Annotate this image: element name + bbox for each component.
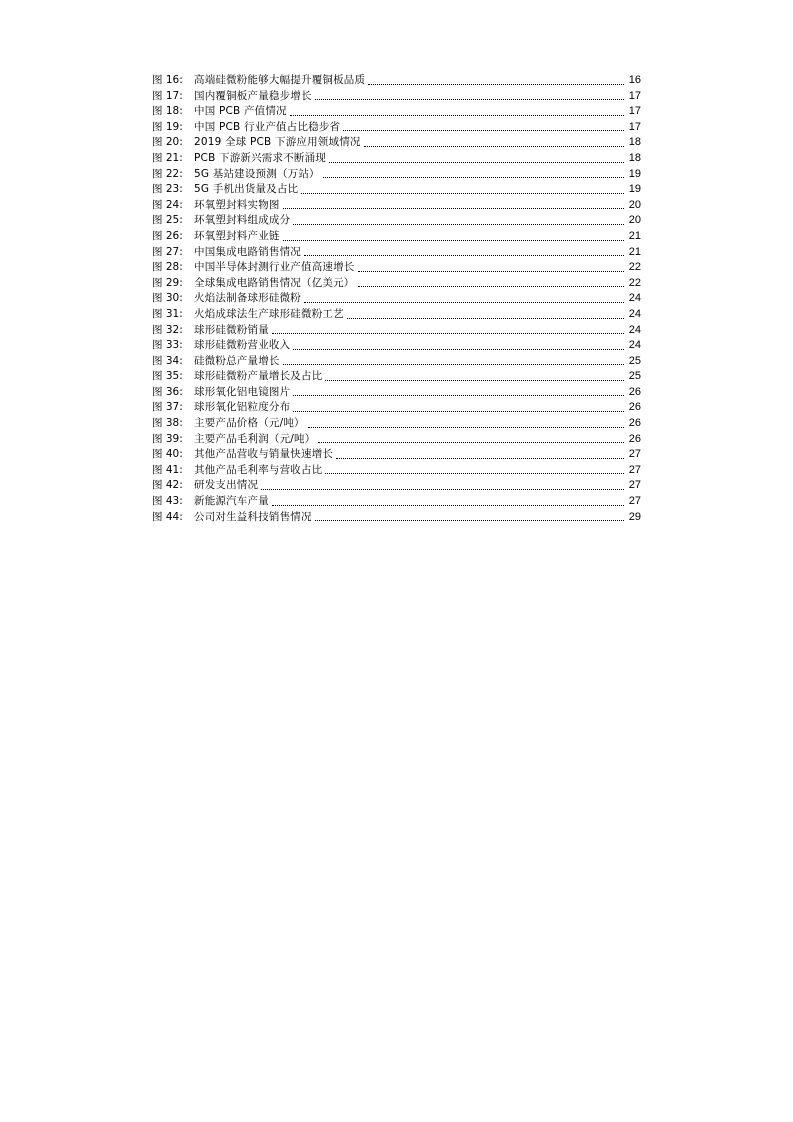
- figure-number: 图 28:: [152, 261, 183, 274]
- figure-number: 图 23:: [152, 183, 183, 196]
- figure-number: 图 33:: [152, 339, 183, 352]
- figure-title: 研发支出情况: [194, 479, 259, 492]
- page-number: 19: [628, 167, 641, 180]
- figure-title: 火焰成球法生产球形硅微粉工艺: [194, 307, 344, 320]
- dot-leader: [318, 441, 624, 443]
- toc-entry[interactable]: [152, 323, 641, 339]
- figure-number: 图 22:: [152, 167, 183, 180]
- page-number: 20: [628, 198, 641, 211]
- page-number: 20: [628, 214, 641, 227]
- dot-leader: [283, 207, 624, 209]
- page-number: 24: [628, 292, 641, 305]
- figure-number: 图 17:: [152, 89, 183, 102]
- dot-leader: [304, 254, 624, 256]
- page-number: 26: [628, 385, 641, 398]
- figure-number: 图 26:: [152, 229, 183, 242]
- figure-number: 图 31:: [152, 307, 183, 320]
- figure-number: 图 32:: [152, 323, 183, 336]
- figure-title: PCB 下游新兴需求不断涌现: [194, 151, 327, 164]
- figure-number: 图 18:: [152, 105, 183, 118]
- figure-title: 球形氧化铝粒度分布: [194, 401, 291, 414]
- figure-title: 主要产品价格（元/吨）: [194, 417, 305, 430]
- page-number: 18: [628, 136, 641, 149]
- page-number: 26: [628, 401, 641, 414]
- page-number: 25: [628, 354, 641, 367]
- figure-number: 图 34:: [152, 354, 183, 367]
- figure-title: 5G 手机出货量及占比: [194, 183, 299, 196]
- figure-title: 主要产品毛利润（元/吨）: [194, 432, 316, 445]
- figure-table-of-contents: [152, 73, 641, 525]
- toc-entry[interactable]: [152, 463, 641, 479]
- figure-number: 图 16:: [152, 74, 183, 86]
- figure-number: 图 35:: [152, 370, 183, 383]
- toc-entry[interactable]: [152, 89, 641, 105]
- figure-number: 图 38:: [152, 417, 183, 430]
- figure-title: 硅微粉总产量增长: [194, 354, 280, 367]
- dot-leader: [358, 270, 625, 272]
- page-number: 17: [628, 120, 641, 133]
- toc-entry[interactable]: [152, 478, 641, 494]
- toc-entry[interactable]: [152, 260, 641, 276]
- figure-title: 环氧塑封料组成成分: [194, 214, 291, 227]
- toc-entry[interactable]: [152, 494, 641, 510]
- figure-number: 图 42:: [152, 479, 183, 492]
- toc-entry[interactable]: [152, 447, 641, 463]
- figure-title: 球形硅微粉销量: [194, 323, 269, 336]
- figure-number: 图 25:: [152, 214, 183, 227]
- dot-leader: [325, 379, 624, 381]
- figure-title: 其他产品毛利率与营收占比: [194, 463, 323, 476]
- figure-title: 国内覆铜板产量稳步增长: [194, 89, 312, 102]
- figure-title: 中国半导体封测行业产值高速增长: [194, 261, 355, 274]
- toc-entry[interactable]: [152, 510, 641, 526]
- dot-leader: [283, 363, 624, 365]
- page-number: 24: [628, 323, 641, 336]
- dot-leader: [283, 239, 624, 241]
- dot-leader: [272, 332, 624, 334]
- dot-leader: [343, 129, 624, 131]
- figure-title: 球形硅微粉产量增长及占比: [194, 370, 323, 383]
- figure-title: 高端硅微粉能够大幅提升覆铜板品质: [194, 74, 366, 86]
- page-number: 22: [628, 261, 641, 274]
- figure-number: 图 21:: [152, 151, 183, 164]
- toc-entry[interactable]: [152, 276, 641, 292]
- dot-leader: [301, 192, 624, 194]
- figure-title: 全球集成电路销售情况（亿美元）: [194, 276, 355, 289]
- figure-number: 图 20:: [152, 136, 183, 149]
- figure-title: 火焰法制备球形硅微粉: [194, 292, 301, 305]
- page-number: 16: [628, 74, 641, 86]
- figure-number: 图 36:: [152, 385, 183, 398]
- page-number: 29: [628, 510, 641, 523]
- dot-leader: [290, 114, 624, 116]
- figure-title: 球形硅微粉营业收入: [194, 339, 291, 352]
- figure-number: 图 40:: [152, 448, 183, 461]
- page-number: 18: [628, 151, 641, 164]
- toc-entry[interactable]: [152, 245, 641, 261]
- page-number: 27: [628, 479, 641, 492]
- page-number: 27: [628, 495, 641, 508]
- toc-entry[interactable]: [152, 135, 641, 151]
- toc-entry[interactable]: [152, 182, 641, 198]
- page-number: 21: [628, 229, 641, 242]
- toc-entry[interactable]: [152, 291, 641, 307]
- dot-leader: [261, 488, 624, 490]
- toc-entry[interactable]: [152, 400, 641, 416]
- toc-entry[interactable]: [152, 213, 641, 229]
- figure-number: 图 41:: [152, 463, 183, 476]
- toc-entry[interactable]: [152, 120, 641, 136]
- dot-leader: [315, 98, 624, 100]
- dot-leader: [323, 176, 624, 178]
- figure-title: 2019 全球 PCB 下游应用领域情况: [194, 136, 361, 149]
- figure-title: 中国集成电路销售情况: [194, 245, 301, 258]
- figure-title: 其他产品营收与销量快速增长: [194, 448, 334, 461]
- dot-leader: [325, 472, 624, 474]
- figure-title: 5G 基站建设预测（万站）: [194, 167, 320, 180]
- figure-number: 图 29:: [152, 276, 183, 289]
- dot-leader: [293, 394, 624, 396]
- dot-leader: [272, 504, 624, 506]
- page-number: 25: [628, 370, 641, 383]
- dot-leader: [315, 519, 624, 521]
- page-number: 22: [628, 276, 641, 289]
- dot-leader: [364, 145, 624, 147]
- toc-entry[interactable]: [152, 432, 641, 448]
- dot-leader: [329, 161, 624, 163]
- toc-entry[interactable]: [152, 229, 641, 245]
- page-number: 19: [628, 183, 641, 196]
- figure-title: 新能源汽车产量: [194, 495, 269, 508]
- page-number: 17: [628, 105, 641, 118]
- figure-title: 中国 PCB 行业产值占比稳步省: [194, 120, 341, 133]
- figure-number: 图 30:: [152, 292, 183, 305]
- toc-entry[interactable]: [152, 385, 641, 401]
- page-number: 17: [628, 89, 641, 102]
- figure-number: 图 39:: [152, 432, 183, 445]
- figure-number: 图 44:: [152, 510, 183, 523]
- dot-leader: [358, 285, 625, 287]
- dot-leader: [304, 301, 624, 303]
- figure-number: 图 37:: [152, 401, 183, 414]
- toc-entry[interactable]: [152, 73, 641, 89]
- dot-leader: [293, 223, 624, 225]
- dot-leader: [308, 426, 624, 428]
- dot-leader: [368, 83, 624, 85]
- page-number: 21: [628, 245, 641, 258]
- toc-entry[interactable]: [152, 354, 641, 370]
- figure-number: 图 19:: [152, 120, 183, 133]
- toc-entry[interactable]: [152, 151, 641, 167]
- toc-entry[interactable]: [152, 369, 641, 385]
- toc-entry[interactable]: [152, 416, 641, 432]
- toc-entry[interactable]: [152, 307, 641, 323]
- dot-leader: [293, 348, 624, 350]
- page-number: 26: [628, 432, 641, 445]
- figure-title: 球形氧化铝电镜图片: [194, 385, 291, 398]
- figure-number: 图 24:: [152, 198, 183, 211]
- toc-entry[interactable]: [152, 167, 641, 183]
- dot-leader: [293, 410, 624, 412]
- dot-leader: [336, 457, 624, 459]
- toc-entry[interactable]: [152, 104, 641, 120]
- page-number: 27: [628, 463, 641, 476]
- figure-title: 中国 PCB 产值情况: [194, 105, 287, 118]
- figure-title: 环氧塑封料产业链: [194, 229, 280, 242]
- page-number: 26: [628, 417, 641, 430]
- dot-leader: [347, 317, 624, 319]
- figure-title: 公司对生益科技销售情况: [194, 510, 312, 523]
- page-number: 27: [628, 448, 641, 461]
- toc-entry[interactable]: [152, 198, 641, 214]
- page-number: 24: [628, 339, 641, 352]
- figure-number: 图 27:: [152, 245, 183, 258]
- figure-number: 图 43:: [152, 495, 183, 508]
- toc-entry[interactable]: [152, 338, 641, 354]
- figure-title: 环氧塑封料实物图: [194, 198, 280, 211]
- page-number: 24: [628, 307, 641, 320]
